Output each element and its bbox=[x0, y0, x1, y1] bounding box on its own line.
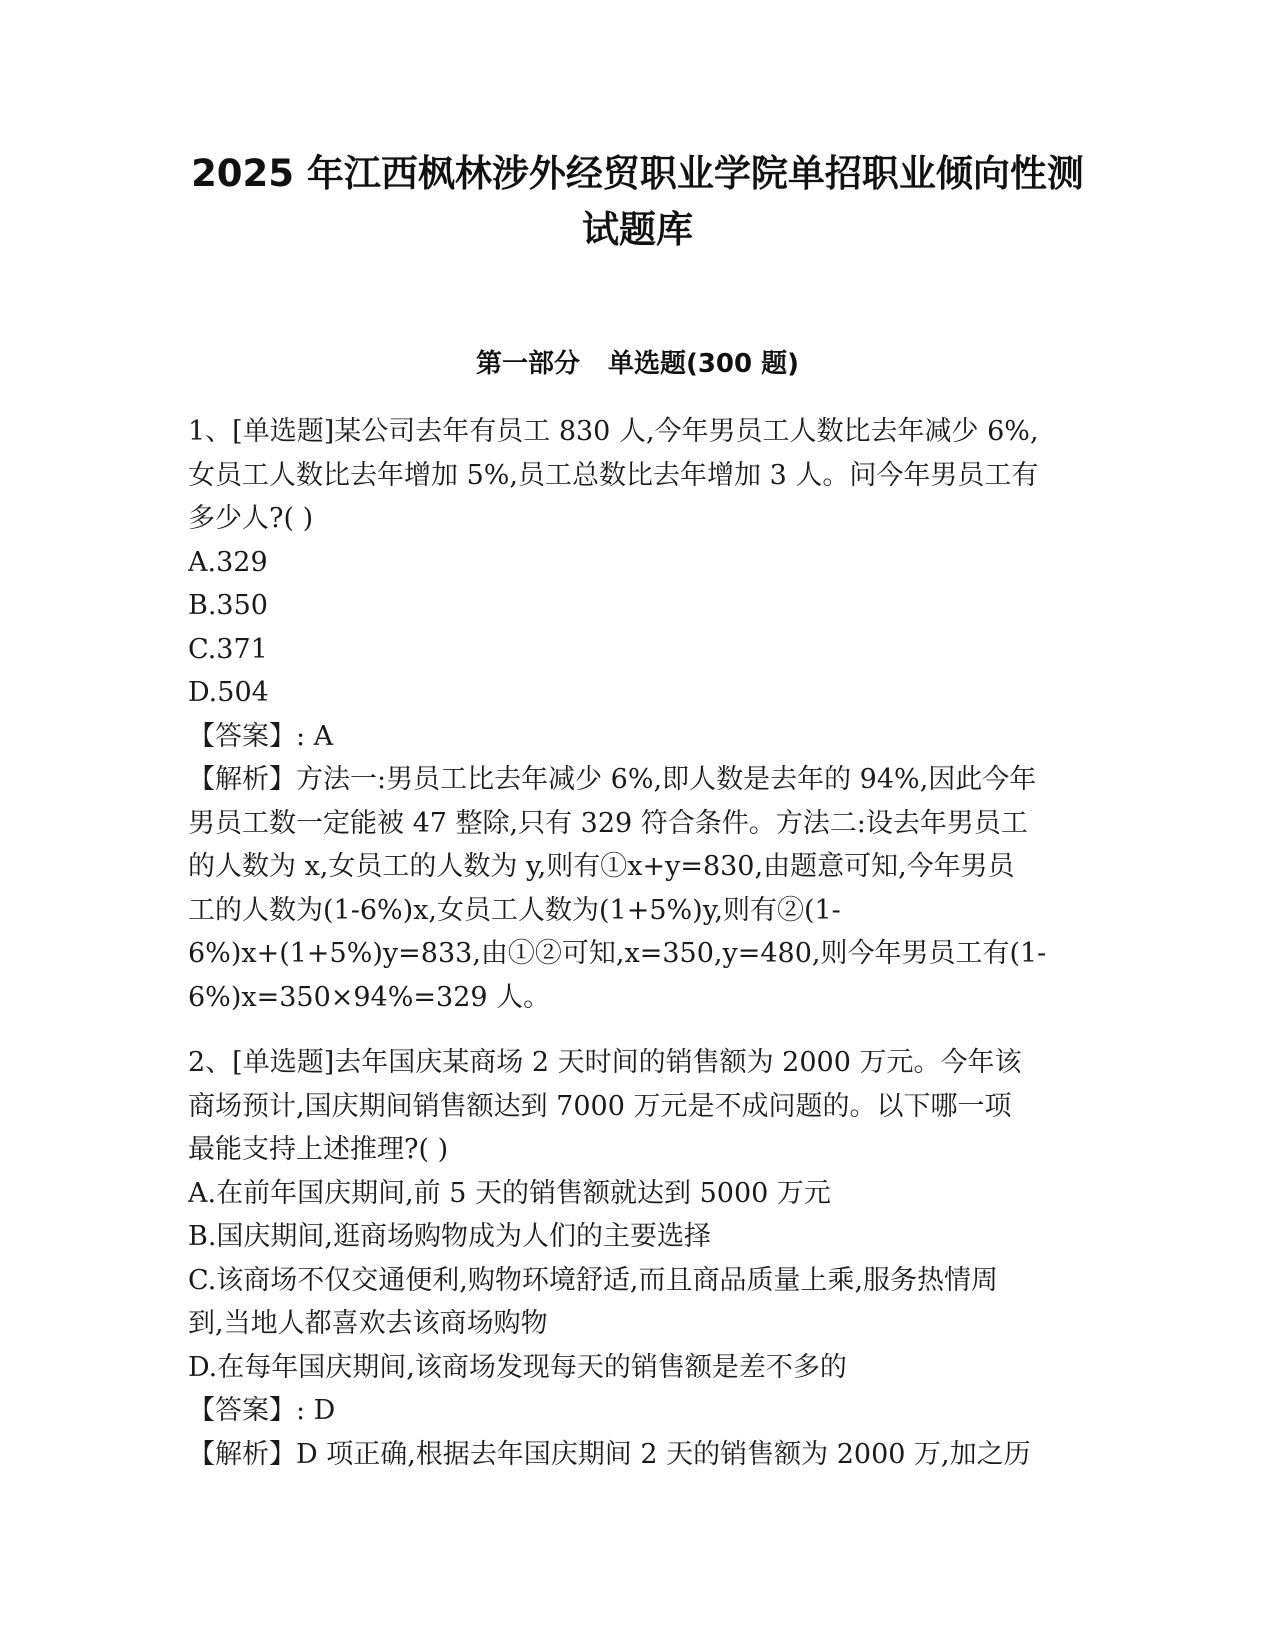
analysis-line: 工的人数为(1-6%)x,女员工人数为(1+5%)y,则有②(1- bbox=[188, 894, 841, 926]
question-list bbox=[188, 410, 1088, 1476]
question-stem-line: 多少人?( ) bbox=[188, 503, 314, 534]
question-stem-line: 2、[单选题]去年国庆某商场 2 天时间的销售额为 2000 万元。今年该 bbox=[188, 1047, 1022, 1078]
question-spacer bbox=[188, 1019, 1088, 1041]
answer-row bbox=[188, 1389, 1088, 1433]
question-stem-line: 最能支持上述推理?( ) bbox=[188, 1134, 449, 1165]
question-stem-line: 商场预计,国庆期间销售额达到 7000 万元是不成问题的。以下哪一项 bbox=[188, 1090, 1012, 1122]
option-d: D.504 bbox=[188, 677, 269, 708]
option-b: B.350 bbox=[188, 590, 268, 621]
analysis-text: 方法一:男员工比去年减少 6%,即人数是去年的 94%,因此今年 bbox=[296, 764, 1037, 795]
analysis-label: 【解析】 bbox=[188, 764, 296, 795]
answer-label: 【答案】 bbox=[188, 720, 296, 752]
answer-value: : A bbox=[296, 720, 334, 752]
option-a: A.在前年国庆期间,前 5 天的销售额就达到 5000 万元 bbox=[188, 1177, 831, 1209]
analysis-text: D 项正确,根据去年国庆期间 2 天的销售额为 2000 万,加之历 bbox=[296, 1438, 1031, 1470]
analysis-row bbox=[188, 1433, 1088, 1477]
option-d: D.在每年国庆期间,该商场发现每天的销售额是差不多的 bbox=[188, 1351, 847, 1383]
option-c-continued: 到,当地人都喜欢去该商场购物 bbox=[188, 1308, 548, 1339]
document-title-line-2: 试题库 bbox=[582, 208, 693, 251]
answer-row bbox=[188, 715, 1088, 759]
option-b: B.国庆期间,逛商场购物成为人们的主要选择 bbox=[188, 1221, 712, 1252]
answer-label: 【答案】 bbox=[188, 1395, 296, 1426]
section-name: 单选题(300 题) bbox=[607, 349, 800, 379]
section-part: 第一部分 bbox=[475, 349, 580, 379]
question-stem-line: 女员工人数比去年增加 5%,员工总数比去年增加 3 人。问今年男员工有 bbox=[188, 459, 1039, 491]
option-c: C.该商场不仅交通便利,购物环境舒适,而且商品质量上乘,服务热情周 bbox=[188, 1264, 999, 1296]
analysis-line: 6%)x+(1+5%)y=833,由①②可知,x=350,y=480,则今年男员工有(1- bbox=[188, 938, 1047, 969]
analysis-line: 的人数为 x,女员工的人数为 y,则有①x+y=830,由题意可知,今年男员 bbox=[188, 851, 1015, 882]
answer-value: : D bbox=[296, 1395, 336, 1426]
question-2 bbox=[188, 1041, 1088, 1476]
question-stem-line: 1、[单选题]某公司去年有员工 830 人,今年男员工人数比去年减少 6%, bbox=[188, 416, 1039, 447]
question-1 bbox=[188, 410, 1088, 1019]
document-title-line-1: 2025 年江西枫林涉外经贸职业学院单招职业倾向性测 bbox=[191, 152, 1084, 195]
option-c: C.371 bbox=[188, 633, 268, 665]
analysis-line: 男员工数一定能被 47 整除,只有 329 符合条件。方法二:设去年男员工 bbox=[188, 807, 1028, 839]
analysis-row bbox=[188, 758, 1088, 802]
option-a: A.329 bbox=[188, 546, 268, 578]
analysis-line: 6%)x=350×94%=329 人。 bbox=[188, 981, 551, 1013]
section-heading bbox=[150, 346, 1125, 382]
analysis-label: 【解析】 bbox=[188, 1438, 296, 1470]
